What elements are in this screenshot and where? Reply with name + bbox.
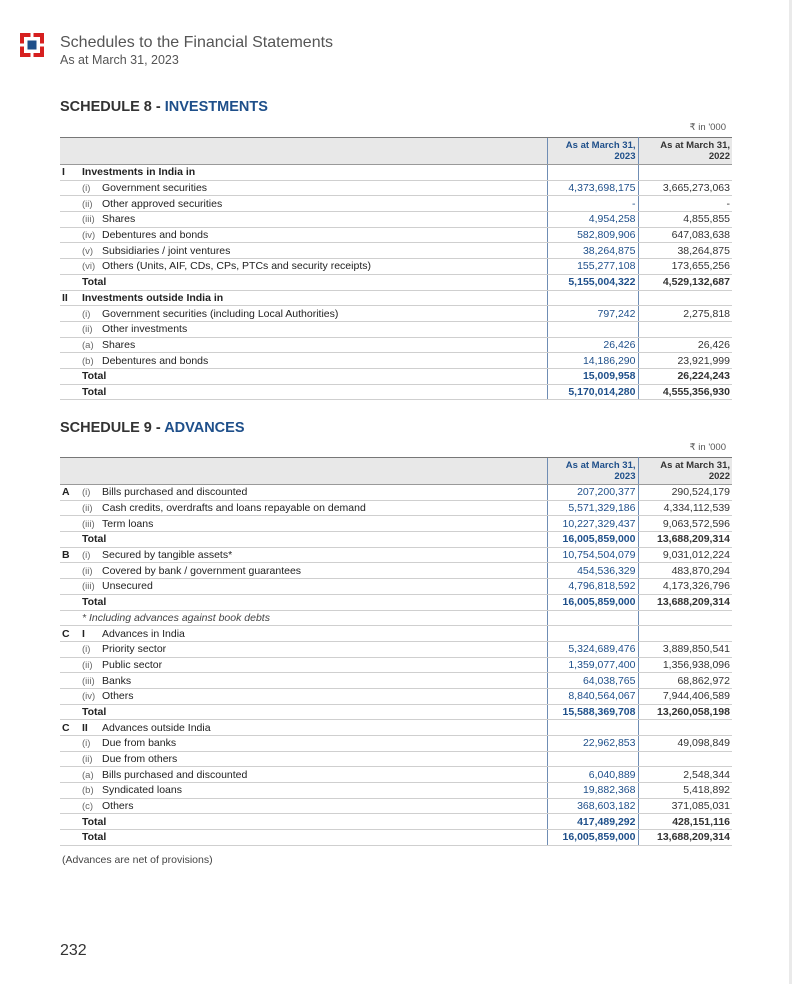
row-label-text: Other investments	[102, 323, 188, 336]
page-subtitle: As at March 31, 2023	[60, 53, 179, 67]
row-sub-index: (ii)	[82, 565, 93, 577]
row-section-marker: I	[60, 165, 80, 181]
value-2022: 5,418,892	[638, 783, 732, 799]
value-2023: 155,277,108	[547, 259, 638, 275]
row-label-text: Investments outside India in	[82, 291, 224, 304]
table-row	[60, 532, 732, 548]
value-2022	[638, 165, 732, 181]
table-row	[60, 563, 732, 579]
row-label	[80, 321, 547, 337]
value-2022: 26,426	[638, 337, 732, 353]
row-sub-index: (v)	[82, 245, 94, 257]
row-label-text: Total	[82, 831, 107, 844]
value-2023: 15,588,369,708	[547, 704, 638, 720]
value-2022: 1,356,938,096	[638, 657, 732, 673]
value-2022: 23,921,999	[638, 353, 732, 369]
row-sub-index: (ii)	[82, 198, 93, 210]
col-header-2023: As at March 31, 2023	[547, 138, 638, 165]
row-label	[80, 688, 547, 704]
value-2023: 8,840,564,067	[547, 688, 638, 704]
value-2023: 16,005,859,000	[547, 532, 638, 548]
row-label-text: Total	[82, 276, 107, 289]
row-label	[80, 500, 547, 516]
table-row	[60, 212, 732, 228]
value-2023: 5,170,014,280	[547, 384, 638, 400]
value-2022: 2,548,344	[638, 767, 732, 783]
value-2022: 290,524,179	[638, 485, 732, 501]
table-row	[60, 626, 732, 642]
row-sub-index: (i)	[82, 644, 91, 656]
row-section-marker	[60, 516, 80, 532]
table-row	[60, 673, 732, 689]
value-2023	[547, 290, 638, 306]
value-2022: 3,889,850,541	[638, 641, 732, 657]
value-2023: 5,571,329,186	[547, 500, 638, 516]
value-2022	[638, 610, 732, 626]
value-2023: 417,489,292	[547, 814, 638, 830]
value-2023: 797,242	[547, 306, 638, 322]
row-section-marker	[60, 641, 80, 657]
value-2022: 3,665,273,063	[638, 180, 732, 196]
table-row	[60, 306, 732, 322]
row-label-text: Government securities (including Local Authorities)	[102, 307, 339, 320]
row-label	[80, 259, 547, 275]
row-label	[80, 274, 547, 290]
row-section-marker	[60, 180, 80, 196]
row-label	[80, 579, 547, 595]
row-section-marker	[60, 274, 80, 290]
value-2022: 173,655,256	[638, 259, 732, 275]
row-label	[80, 337, 547, 353]
row-label	[80, 290, 547, 306]
value-2023: 10,754,504,079	[547, 547, 638, 563]
row-label	[80, 657, 547, 673]
row-label-text: Unsecured	[102, 580, 153, 593]
value-2023: 1,359,077,400	[547, 657, 638, 673]
row-label	[80, 720, 547, 736]
table-row	[60, 594, 732, 610]
table-row	[60, 736, 732, 752]
row-label-text: Debentures and bonds	[102, 354, 209, 367]
value-2022	[638, 751, 732, 767]
row-label	[80, 814, 547, 830]
table-row	[60, 579, 732, 595]
row-section-marker	[60, 306, 80, 322]
row-label-text: Due from others	[102, 753, 178, 766]
row-label	[80, 516, 547, 532]
value-2022: 7,944,406,589	[638, 688, 732, 704]
row-section-marker	[60, 704, 80, 720]
value-2023: 207,200,377	[547, 485, 638, 501]
table-row	[60, 751, 732, 767]
row-section-marker	[60, 783, 80, 799]
row-sub-index: (iii)	[82, 581, 95, 593]
value-2022: -	[638, 196, 732, 212]
row-sub-index: (iv)	[82, 691, 96, 703]
table-row	[60, 485, 732, 501]
page-number: 232	[60, 942, 87, 959]
row-label	[80, 532, 547, 548]
row-label	[80, 830, 547, 846]
schedule-9-title: SCHEDULE 9 - ADVANCES	[60, 420, 245, 436]
row-label-text: Advances outside India	[102, 721, 211, 734]
table-row	[60, 814, 732, 830]
row-label	[80, 547, 547, 563]
table-row	[60, 783, 732, 799]
row-label-text: Shares	[102, 213, 136, 226]
value-2023: 19,882,368	[547, 783, 638, 799]
table-row	[60, 337, 732, 353]
row-section-marker	[60, 227, 80, 243]
schedule-9-unit: ₹ in '000	[689, 442, 726, 453]
table-row	[60, 830, 732, 846]
row-sub-index: I	[82, 627, 85, 640]
table-row	[60, 180, 732, 196]
row-section-marker	[60, 243, 80, 259]
row-section-marker	[60, 673, 80, 689]
col-header-2022: As at March 31, 2022	[638, 458, 732, 485]
row-label	[80, 641, 547, 657]
table-row	[60, 384, 732, 400]
row-label-text: Government securities	[102, 182, 208, 195]
row-sub-index: (iii)	[82, 214, 95, 226]
row-sub-index: (i)	[82, 183, 91, 195]
row-section-marker	[60, 814, 80, 830]
row-label	[80, 767, 547, 783]
value-2022: 4,334,112,539	[638, 500, 732, 516]
row-sub-index: (ii)	[82, 503, 93, 515]
schedule-8-title: SCHEDULE 8 - INVESTMENTS	[60, 99, 268, 115]
table-row	[60, 767, 732, 783]
row-label-text: Total	[82, 533, 107, 546]
row-label-text: Others (Units, AIF, CDs, CPs, PTCs and security receipts)	[102, 260, 371, 273]
table-row	[60, 165, 732, 181]
row-label-text: * Including advances against book debts	[82, 611, 270, 624]
row-section-marker	[60, 688, 80, 704]
value-2022: 13,688,209,314	[638, 532, 732, 548]
row-section-marker: II	[60, 290, 80, 306]
row-section-marker	[60, 337, 80, 353]
row-label-text: Banks	[102, 674, 132, 687]
schedule-8-unit: ₹ in '000	[689, 122, 726, 133]
row-label	[80, 673, 547, 689]
row-section-marker	[60, 563, 80, 579]
value-2023: 6,040,889	[547, 767, 638, 783]
row-section-marker	[60, 196, 80, 212]
table-row	[60, 274, 732, 290]
row-section-marker	[60, 751, 80, 767]
value-2023	[547, 626, 638, 642]
footnote: (Advances are net of provisions)	[62, 854, 213, 866]
value-2022: 2,275,818	[638, 306, 732, 322]
value-2023: -	[547, 196, 638, 212]
row-label-text: Covered by bank / government guarantees	[102, 564, 302, 577]
value-2022: 4,555,356,930	[638, 384, 732, 400]
row-label	[80, 485, 547, 501]
row-section-marker	[60, 384, 80, 400]
table-row	[60, 353, 732, 369]
value-2023: 15,009,958	[547, 368, 638, 384]
row-label-text: Investments in India in	[82, 166, 196, 179]
row-label-text: Advances in India	[102, 627, 185, 640]
row-section-marker: B	[60, 547, 80, 563]
table-row	[60, 243, 732, 259]
value-2022: 483,870,294	[638, 563, 732, 579]
row-label	[80, 783, 547, 799]
table-row	[60, 688, 732, 704]
row-label-text: Total	[82, 370, 107, 383]
row-sub-index: (b)	[82, 355, 94, 367]
row-label-text: Bills purchased and discounted	[102, 768, 248, 781]
table-row	[60, 321, 732, 337]
row-label-text: Bills purchased and discounted	[102, 486, 248, 499]
row-label-text: Total	[82, 385, 107, 398]
row-label-text: Public sector	[102, 658, 163, 671]
table-row	[60, 290, 732, 306]
row-label-text: Shares	[102, 338, 136, 351]
value-2022: 428,151,116	[638, 814, 732, 830]
row-sub-index: (i)	[82, 308, 91, 320]
value-2022: 13,260,058,198	[638, 704, 732, 720]
row-section-marker	[60, 500, 80, 516]
row-sub-index: (ii)	[82, 754, 93, 766]
value-2023: 64,038,765	[547, 673, 638, 689]
row-label	[80, 736, 547, 752]
table-row	[60, 368, 732, 384]
row-label-text: Other approved securities	[102, 197, 223, 210]
row-sub-index: (a)	[82, 339, 94, 351]
row-section-marker: C	[60, 720, 80, 736]
row-section-marker	[60, 579, 80, 595]
row-label	[80, 610, 547, 626]
row-section-marker	[60, 594, 80, 610]
table-row	[60, 196, 732, 212]
row-section-marker	[60, 532, 80, 548]
row-label	[80, 243, 547, 259]
row-label	[80, 353, 547, 369]
row-section-marker	[60, 212, 80, 228]
row-label-text: Syndicated loans	[102, 784, 182, 797]
value-2023: 38,264,875	[547, 243, 638, 259]
row-section-marker: C	[60, 626, 80, 642]
value-2022: 4,173,326,796	[638, 579, 732, 595]
row-label-text: Debentures and bonds	[102, 229, 209, 242]
value-2023	[547, 751, 638, 767]
row-label-text: Others	[102, 690, 134, 703]
table-row	[60, 259, 732, 275]
value-2022: 13,688,209,314	[638, 830, 732, 846]
row-label	[80, 227, 547, 243]
table-row	[60, 657, 732, 673]
value-2023: 4,796,818,592	[547, 579, 638, 595]
row-sub-index: (i)	[82, 487, 91, 499]
value-2022: 13,688,209,314	[638, 594, 732, 610]
table-row	[60, 547, 732, 563]
value-2023: 26,426	[547, 337, 638, 353]
value-2023	[547, 610, 638, 626]
row-section-marker	[60, 368, 80, 384]
row-sub-index: (vi)	[82, 261, 96, 273]
schedule-9-table	[60, 457, 732, 846]
row-label-text: Total	[82, 705, 107, 718]
value-2023: 16,005,859,000	[547, 594, 638, 610]
col-header-2022: As at March 31, 2022	[638, 138, 732, 165]
row-section-marker	[60, 798, 80, 814]
value-2022	[638, 626, 732, 642]
value-2022: 26,224,243	[638, 368, 732, 384]
row-label	[80, 306, 547, 322]
col-header-2023: As at March 31, 2023	[547, 458, 638, 485]
value-2023	[547, 321, 638, 337]
row-sub-index: (ii)	[82, 324, 93, 336]
value-2023: 4,954,258	[547, 212, 638, 228]
row-label	[80, 704, 547, 720]
table-row	[60, 720, 732, 736]
row-label-text: Subsidiaries / joint ventures	[102, 244, 231, 257]
table-row	[60, 227, 732, 243]
row-label-text: Total	[82, 596, 107, 609]
value-2023: 14,186,290	[547, 353, 638, 369]
value-2022: 647,083,638	[638, 227, 732, 243]
table-row	[60, 798, 732, 814]
value-2022	[638, 290, 732, 306]
row-label	[80, 180, 547, 196]
value-2022: 49,098,849	[638, 736, 732, 752]
row-sub-index: (i)	[82, 738, 91, 750]
row-section-marker	[60, 610, 80, 626]
row-sub-index: (c)	[82, 801, 94, 813]
table-row	[60, 641, 732, 657]
value-2022	[638, 321, 732, 337]
value-2022: 371,085,031	[638, 798, 732, 814]
row-label	[80, 626, 547, 642]
row-label-text: Cash credits, overdrafts and loans repayable on demand	[102, 502, 366, 515]
row-label	[80, 212, 547, 228]
value-2022: 4,529,132,687	[638, 274, 732, 290]
value-2023	[547, 720, 638, 736]
row-label	[80, 798, 547, 814]
row-sub-index: (iii)	[82, 675, 95, 687]
value-2022: 38,264,875	[638, 243, 732, 259]
row-label	[80, 196, 547, 212]
row-label-text: Total	[82, 815, 107, 828]
value-2022: 9,063,572,596	[638, 516, 732, 532]
row-sub-index: (b)	[82, 785, 94, 797]
row-sub-index: (ii)	[82, 659, 93, 671]
row-sub-index: (a)	[82, 769, 94, 781]
row-label	[80, 751, 547, 767]
value-2022	[638, 720, 732, 736]
row-section-marker	[60, 321, 80, 337]
value-2023: 22,962,853	[547, 736, 638, 752]
table-row	[60, 500, 732, 516]
row-label	[80, 368, 547, 384]
value-2023: 582,809,906	[547, 227, 638, 243]
row-section-marker	[60, 830, 80, 846]
value-2023: 5,155,004,322	[547, 274, 638, 290]
row-label	[80, 384, 547, 400]
row-label	[80, 563, 547, 579]
table-row	[60, 516, 732, 532]
value-2022: 68,862,972	[638, 673, 732, 689]
row-section-marker	[60, 353, 80, 369]
row-section-marker	[60, 767, 80, 783]
row-label	[80, 165, 547, 181]
row-section-marker: A	[60, 485, 80, 501]
row-label	[80, 594, 547, 610]
value-2023: 368,603,182	[547, 798, 638, 814]
value-2023: 16,005,859,000	[547, 830, 638, 846]
row-label-text: Others	[102, 800, 134, 813]
row-section-marker	[60, 657, 80, 673]
row-label-text: Priority sector	[102, 643, 167, 656]
row-sub-index: (iv)	[82, 230, 96, 242]
row-sub-index: II	[82, 721, 88, 734]
schedule-8-table	[60, 137, 732, 400]
row-label-text: Secured by tangible assets*	[102, 549, 233, 562]
value-2023: 454,536,329	[547, 563, 638, 579]
value-2023: 4,373,698,175	[547, 180, 638, 196]
value-2023	[547, 165, 638, 181]
row-section-marker	[60, 259, 80, 275]
table-row	[60, 704, 732, 720]
row-sub-index: (iii)	[82, 518, 95, 530]
page-title: Schedules to the Financial Statements	[60, 34, 334, 51]
bank-logo-icon	[20, 33, 44, 57]
value-2022: 9,031,012,224	[638, 547, 732, 563]
value-2022: 4,855,855	[638, 212, 732, 228]
row-section-marker	[60, 736, 80, 752]
value-2023: 10,227,329,437	[547, 516, 638, 532]
value-2023: 5,324,689,476	[547, 641, 638, 657]
table-row	[60, 610, 732, 626]
row-label-text: Due from banks	[102, 737, 177, 750]
row-sub-index: (i)	[82, 550, 91, 562]
row-label-text: Term loans	[102, 517, 154, 530]
